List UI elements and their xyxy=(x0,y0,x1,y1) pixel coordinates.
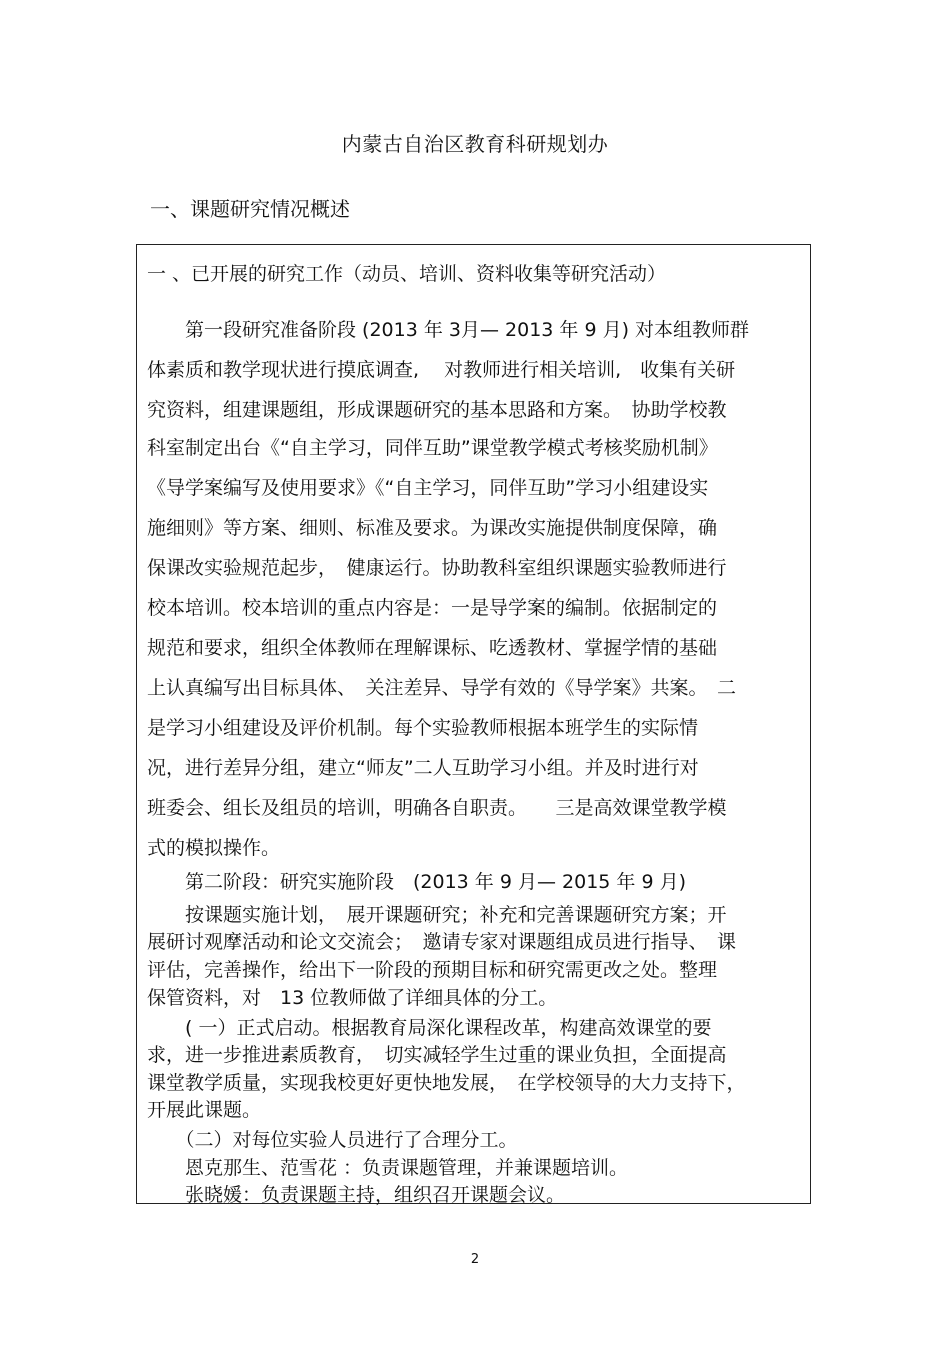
paragraph-line: 是学习小组建设及评价机制。每个实验教师根据本班学生的实际情 xyxy=(147,717,699,739)
paragraph-line: 究资料，组建课题组，形成课题研究的基本思路和方案。 协助学校教 xyxy=(147,399,727,421)
paragraph-line: （二）对每位实验人员进行了合理分工。 xyxy=(147,1129,518,1151)
paragraph-line: 校本培训。校本培训的重点内容是：一是导学案的编制。依据制定的 xyxy=(147,597,718,619)
page-number: 2 xyxy=(470,1252,480,1267)
page-header-title: 内蒙古自治区教育科研规划办 xyxy=(341,132,609,156)
paragraph-line: 开展此课题。 xyxy=(147,1099,262,1121)
paragraph-line: 体素质和教学现状进行摸底调查, 对教师进行相关培训, 收集有关研 xyxy=(147,359,736,381)
paragraph-line: 施细则》等方案、细则、标准及要求。为课改实施提供制度保障，确 xyxy=(147,517,718,539)
paragraph-line: 第一段研究准备阶段 (2013 年 3月— 2013 年 9 月) 对本组教师群 xyxy=(147,319,750,341)
section-heading: 一、课题研究情况概述 xyxy=(150,197,350,221)
paragraph-line: 上认真编写出目标具体、 关注差异、导学有效的《导学案》共案。 二 xyxy=(147,677,737,699)
paragraph-line: 式的模拟操作。 xyxy=(147,837,281,859)
paragraph-line: 班委会、组长及组员的培训，明确各自职责。 三是高效课堂教学模 xyxy=(147,797,727,819)
paragraph-line: 按课题实施计划， 展开课题研究；补充和完善课题研究方案；开 xyxy=(147,904,727,926)
paragraph-line: 第二阶段：研究实施阶段 (2013 年 9 月— 2015 年 9 月) xyxy=(147,871,686,893)
paragraph-line: 恩克那生、范雪花 ：负责课题管理，并兼课题培训。 xyxy=(147,1157,629,1179)
content-box xyxy=(136,244,811,1204)
paragraph-line: 评估，完善操作，给出下一阶段的预期目标和研究需更改之处。整理 xyxy=(147,959,718,981)
paragraph-line: 规范和要求，组织全体教师在理解课标、吃透教材、掌握学情的基础 xyxy=(147,637,718,659)
paragraph-line: 《导学案编写及使用要求》《“自主学习，同伴互助”学习小组建设实 xyxy=(147,477,709,499)
paragraph-line: 课堂教学质量，实现我校更好更快地发展， 在学校领导的大力支持下， xyxy=(147,1072,746,1094)
paragraph-line: 保管资料，对 13 位教师做了详细具体的分工。 xyxy=(147,987,558,1009)
paragraph-line: 保课改实验规范起步， 健康运行。协助教科室组织课题实验教师进行 xyxy=(147,557,727,579)
paragraph-line: 张晓媛：负责课题主持，组织召开课题会议。 xyxy=(147,1184,566,1206)
paragraph-line: 况，进行差异分组，建立“师友”二人互助学习小组。并及时进行对 xyxy=(147,757,699,779)
paragraph-line: 求，进一步推进素质教育， 切实减轻学生过重的课业负担，全面提高 xyxy=(147,1044,727,1066)
box-heading: 一 、已开展的研究工作（动员、培训、资料收集等研究活动） xyxy=(147,263,667,285)
paragraph-line: 展研讨观摩活动和论文交流会； 邀请专家对课题组成员进行指导、 课 xyxy=(147,931,737,953)
paragraph-line: ( 一）正式启动。根据教育局深化课程改革，构建高效课堂的要 xyxy=(147,1017,712,1039)
paragraph-line: 科室制定出台《“自主学习，同伴互助”课堂教学模式考核奖励机制》 xyxy=(147,437,718,459)
